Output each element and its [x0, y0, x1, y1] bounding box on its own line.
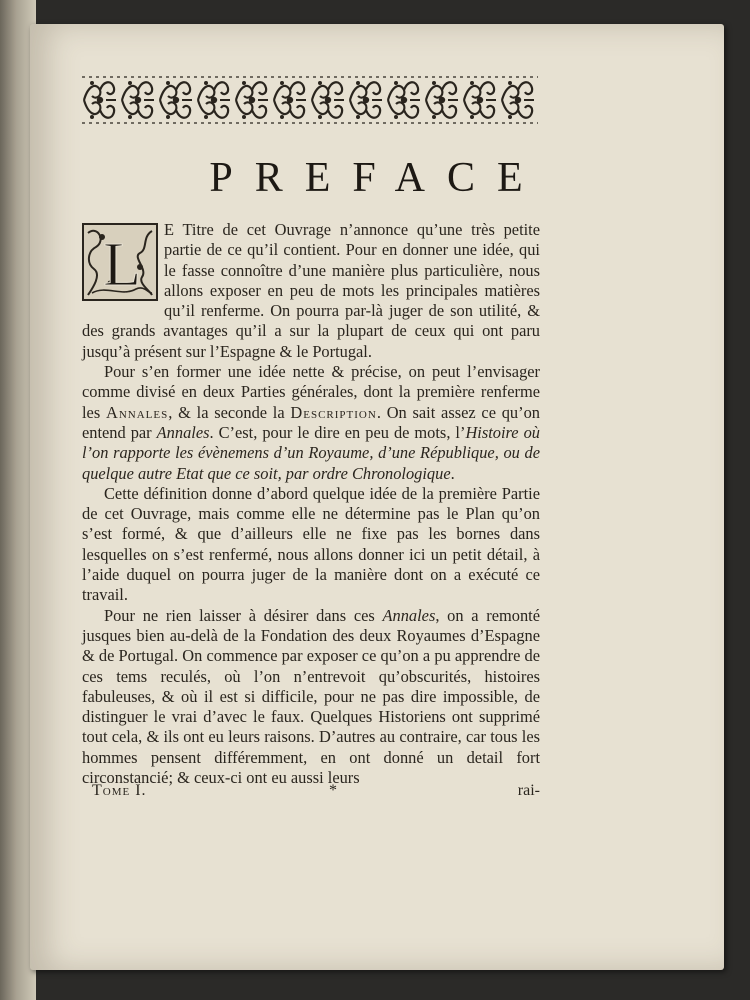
paragraph: [82, 484, 540, 606]
page-title: PREFACE: [209, 155, 545, 201]
ornamental-headpiece: [82, 74, 538, 126]
paragraph: [82, 606, 540, 789]
book-page: [30, 24, 724, 970]
text-run: Cette définition donne d’abord quelque idée de la première Partie de cet Ouvrage, mais comme elle ne détermine pas le Plan qu’on s’est formé, & que d’ailleurs elle ne fixe pas les bornes dans lesquelles on s’est renfermé, nous allons donner ici un petit détail, à l’aide duquel on pourra juger de la manière dont on a exécuté ce travail.: [82, 483, 540, 605]
decorated-initial: [82, 223, 158, 301]
page-footer: [92, 782, 540, 804]
small-caps-text: Annales: [106, 402, 169, 422]
small-caps-text: Description: [290, 402, 377, 422]
dropcap-letter: L: [103, 231, 141, 299]
text-run: Pour s’en former une idée nette & précise, on peut l’envisager comme divisé en deux Parties générales, dont la première renferme les: [82, 362, 540, 422]
text-run: , on a remonté jusques bien au-delà de la Fondation des deux Royaumes d’Espagne & de Portugal. On commence par exposer ce qu’on a pu apprendre de ces tems reculés, où l’on n’entrevoit qu’obscurités, histoires fabuleuses, & où il est si difficile, pour ne pas dire impossible, de distinguer le vrai d’avec le faux. Quelques Historiens ont supprimé tout cela, & ils ont eu leurs raisons. D’autres au contraire, car tous les hommes pensent différemment, en ont donné un detail fort circonstancié; & ceux-ci ont eu aussi leurs: [82, 605, 540, 788]
text-run: . C’est, pour le dire en peu de mots, l’: [209, 422, 466, 442]
signature-mark: *: [329, 782, 337, 799]
text-run: . On sait assez ce qu’on entend par: [82, 402, 540, 442]
italic-text: Histoire où l’on rapporte les évènemens d’un Royaume, d’une République, ou de quelque autre Etat que ce soit, par ordre Chronologique: [82, 422, 540, 483]
fleuron-row: [84, 81, 534, 119]
body-text: [82, 220, 540, 788]
text-run: .: [450, 463, 455, 483]
text-run: , & la seconde la: [168, 402, 291, 422]
italic-text: Annales: [382, 605, 436, 625]
italic-text: Annales: [156, 422, 210, 442]
text-run: E Titre de cet Ouvrage n’annonce qu’une très petite partie de ce qu’il contient. Pour en donner une idée, qui le fasse connoître d’une manière plus particulière, nous allons exposer en peu de mots les principales matières qu’il renferme. On pourra par-là juger de son utilité, & des grands avantages qu’il a sur la plupart de ceux qui ont paru jusqu’à présent sur l’Espagne & le Portugal.: [82, 220, 540, 361]
catchword: rai-: [517, 782, 540, 799]
volume-label: Tome I.: [92, 782, 147, 799]
paragraph: [82, 362, 540, 484]
text-run: Pour ne rien laisser à désirer dans ces: [104, 605, 383, 625]
